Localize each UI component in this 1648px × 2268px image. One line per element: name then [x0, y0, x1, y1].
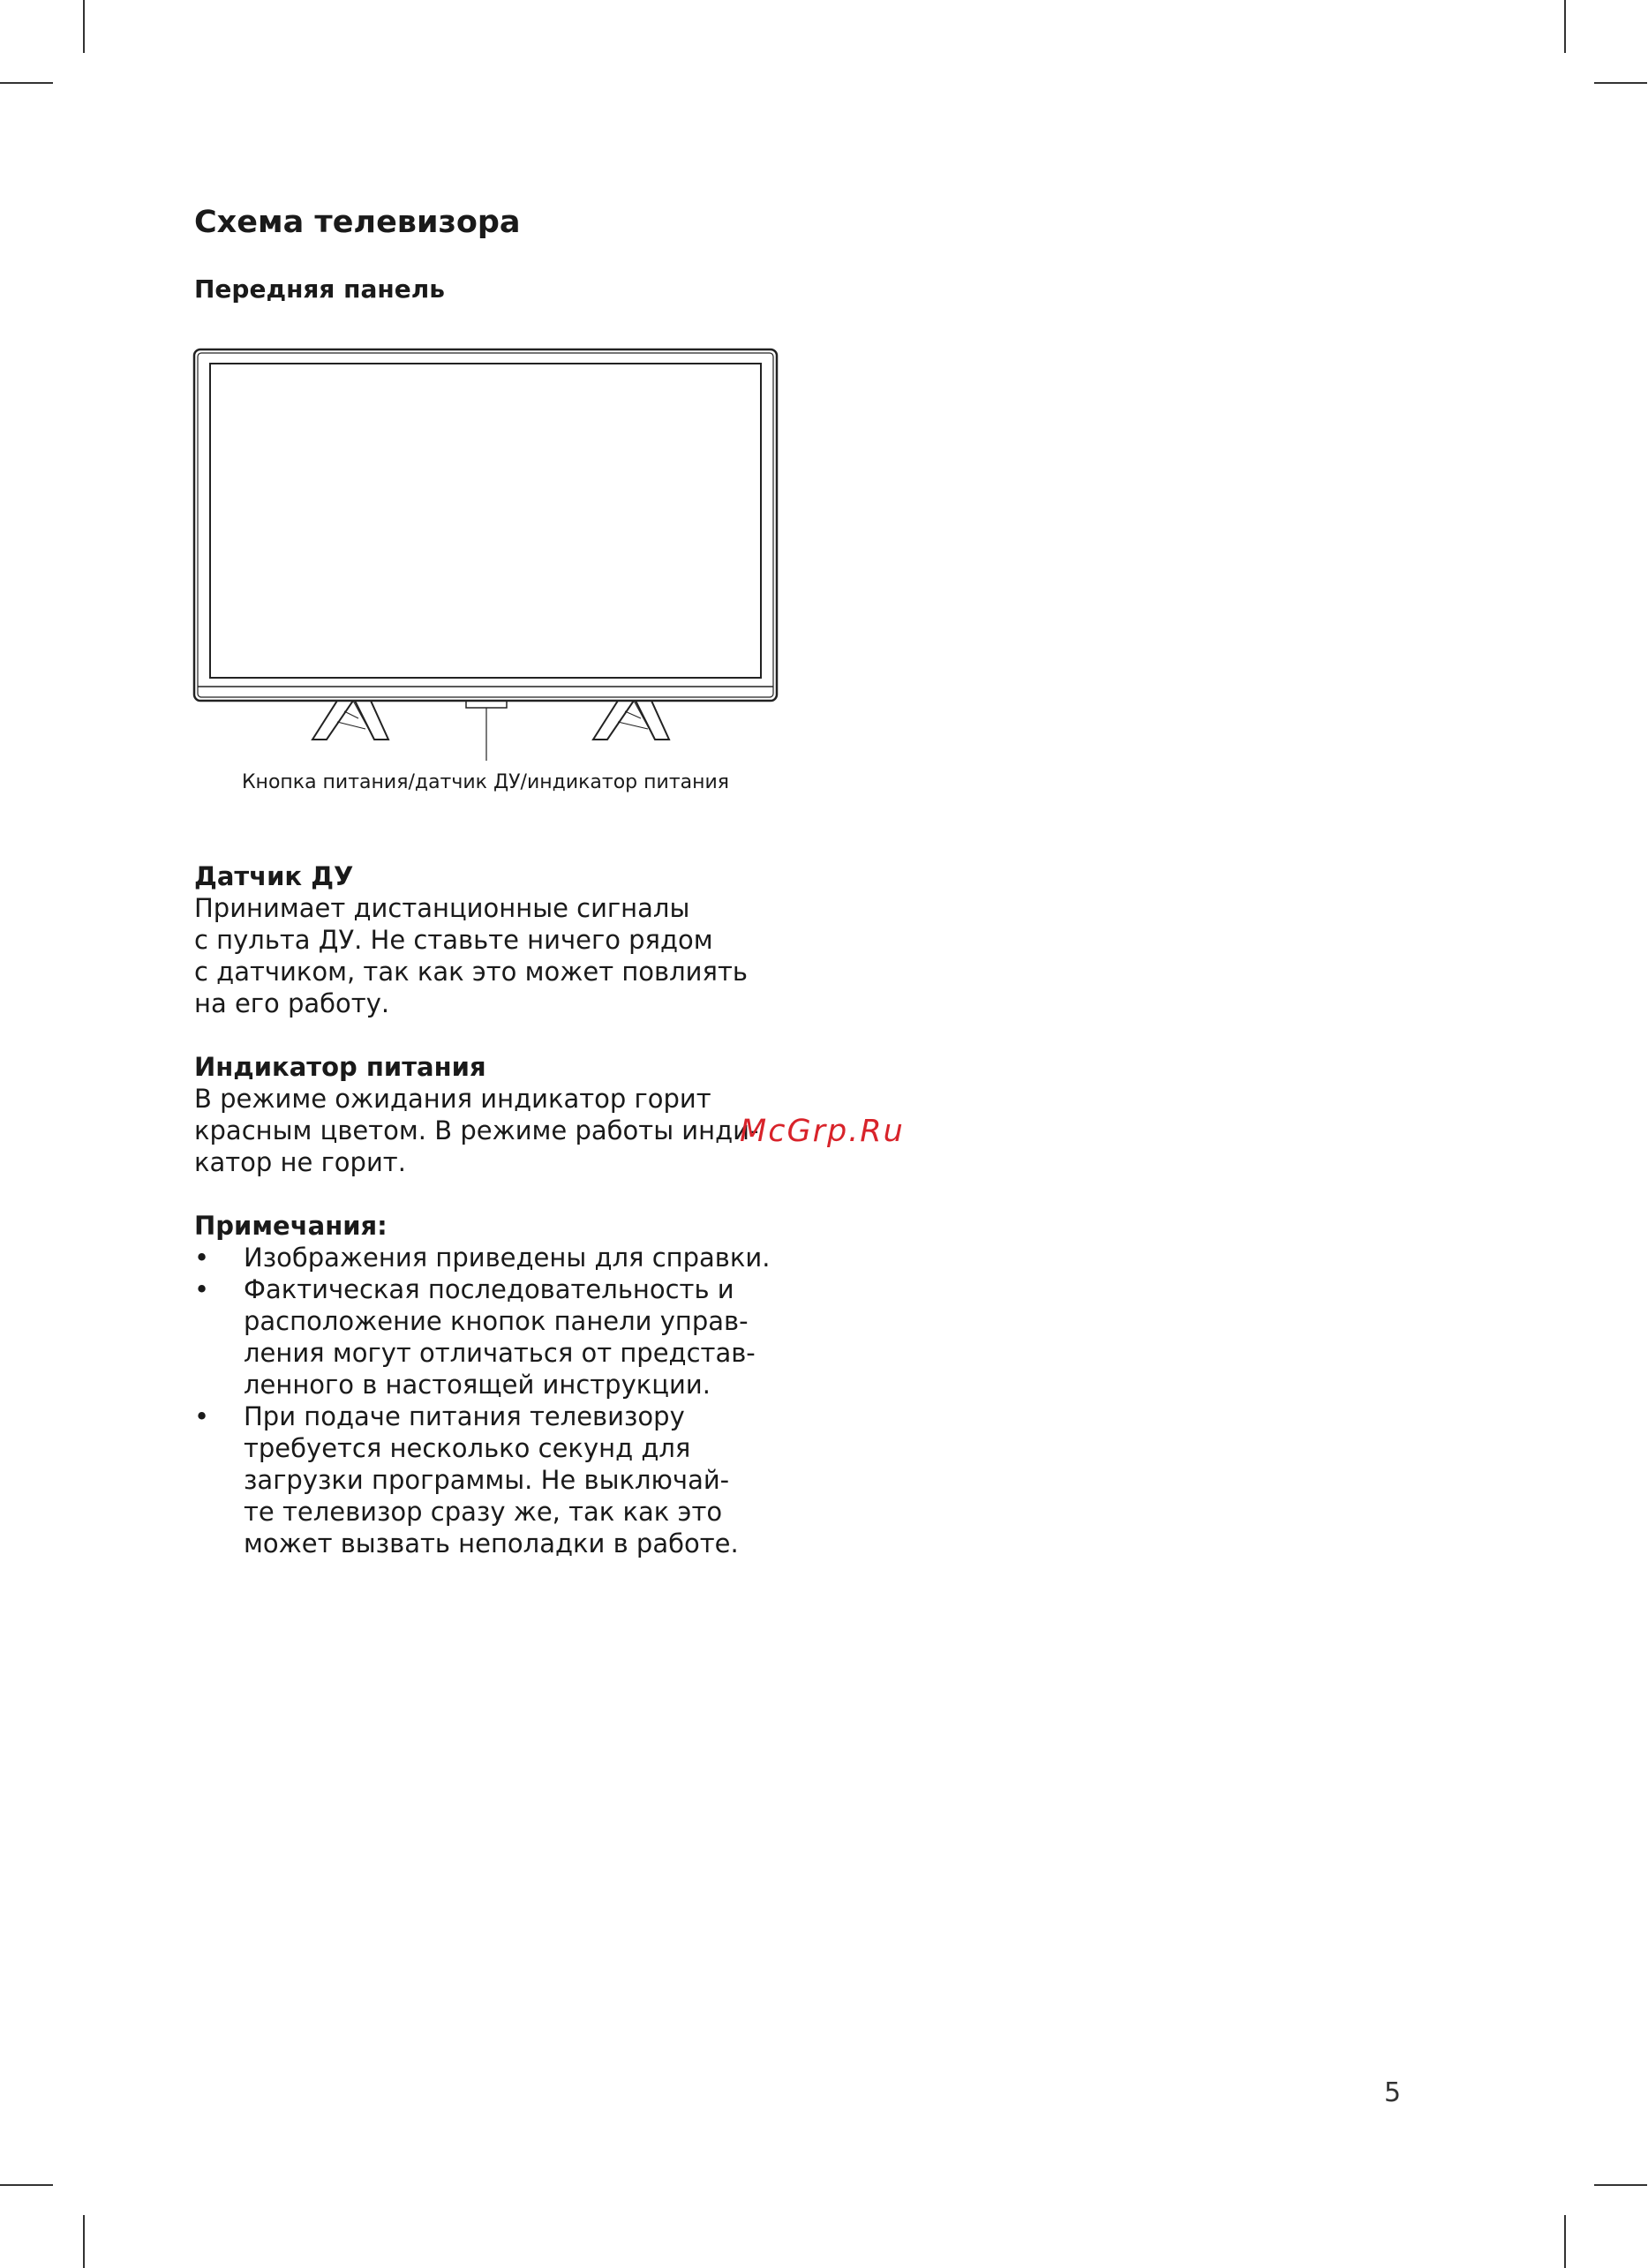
tv-screen [210, 364, 761, 678]
remote-sensor-heading: Датчик ДУ [194, 861, 354, 891]
tv-outer-frame [194, 349, 777, 701]
note-text-line: загрузки программы. Не выключай- [244, 1465, 730, 1495]
section-subtitle: Передняя панель [194, 274, 445, 304]
notes-list-item [194, 1273, 812, 1401]
note-text-line: ления могут отличаться от представ- [244, 1338, 756, 1368]
note-text-line: Фактическая последовательность и [244, 1274, 734, 1304]
remote-sensor-text-line: с датчиком, так как это может повлиять [194, 957, 748, 987]
bullet-icon: • [194, 1401, 210, 1431]
power-indicator-text-line: катор не горит. [194, 1147, 406, 1177]
note-text-line: расположение кнопок панели управ- [244, 1306, 749, 1336]
crop-mark-bottom-right-horizontal [1594, 2184, 1647, 2186]
callout-label-power-button: Кнопка питания/датчик ДУ/индикатор питания [241, 771, 730, 793]
crop-mark-top-left-vertical [83, 0, 85, 53]
tv-front-panel-diagram [189, 346, 784, 770]
remote-sensor-text-line: на его работу. [194, 988, 390, 1018]
left-stand [312, 701, 388, 740]
crop-mark-bottom-left-horizontal [0, 2184, 53, 2186]
remote-sensor-text-line: Принимает дистанционные сигналы [194, 893, 690, 923]
note-text-line: те телевизор сразу же, так как это [244, 1497, 723, 1527]
watermark: McGrp.Ru [740, 1114, 905, 1149]
note-text-line: требуется несколько секунд для [244, 1433, 691, 1463]
note-text-line: Изображения приведены для справки. [244, 1243, 771, 1273]
page-title: Схема телевизора [194, 205, 521, 240]
notes-list-item [194, 1401, 812, 1559]
power-indicator-heading: Индикатор питания [194, 1052, 486, 1082]
bullet-icon: • [194, 1274, 210, 1304]
crop-mark-bottom-right-vertical [1564, 2215, 1566, 2268]
remote-sensor-text-line: с пульта ДУ. Не ставьте ничего рядом [194, 925, 713, 955]
bullet-icon: • [194, 1243, 210, 1273]
section-notes [194, 1210, 812, 1559]
crop-mark-top-right-vertical [1564, 0, 1566, 53]
note-text-line: При подаче питания телевизору [244, 1401, 685, 1431]
notes-list-item [194, 1242, 812, 1273]
power-indicator-text-line: В режиме ожидания индикатор горит [194, 1084, 711, 1114]
crop-mark-top-right-horizontal [1594, 82, 1647, 84]
crop-mark-top-left-horizontal [0, 82, 53, 84]
note-text-line: может вызвать неполадки в работе. [244, 1528, 739, 1558]
notes-heading: Примечания: [194, 1211, 388, 1241]
page-number: 5 [1384, 2077, 1402, 2108]
section-remote-sensor [194, 860, 812, 1019]
crop-mark-bottom-left-vertical [83, 2215, 85, 2268]
power-indicator-text-line: красным цветом. В режиме работы инди- [194, 1115, 759, 1145]
right-stand [593, 701, 669, 740]
section-power-indicator [194, 1051, 812, 1178]
tv-inner-bezel [198, 353, 773, 697]
note-text-line: ленного в настоящей инструкции. [244, 1370, 711, 1400]
notes-list [194, 1242, 812, 1559]
